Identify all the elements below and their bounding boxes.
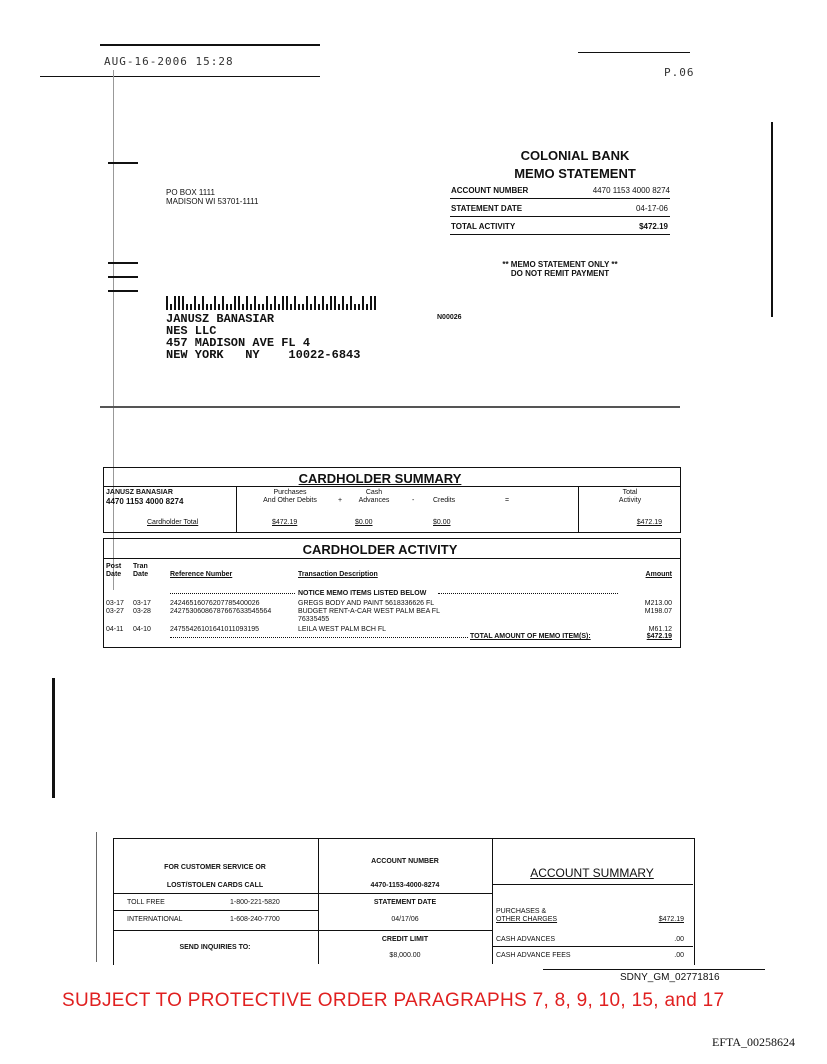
row-description: GREGS BODY AND PAINT 5618336626 FL [298,600,435,607]
credits-label: Credits [433,497,456,504]
row-post-date: 04-11 [106,626,124,633]
row-tran-date: 04-10 [133,626,151,633]
purchases-charges-label: PURCHASES & [496,908,547,915]
purchases-charges-label-2: OTHER CHARGES [496,916,558,923]
memo-notice-row: NOTICE MEMO ITEMS LISTED BELOW [298,590,427,597]
cash-advance-fees-label: CASH ADVANCE FEES [496,952,571,959]
bates-efta: EFTA_00258624 [712,1035,796,1049]
row-post-date: 03-17 [106,600,124,607]
credits-value: $0.00 [433,519,451,526]
protective-order-notice: SUBJECT TO PROTECTIVE ORDER PARAGRAPHS 7, 8, 9, 10, 15, and 17 [62,990,725,1011]
margin-tick [108,162,138,164]
footer-left-edge [96,832,97,962]
memo-notice-dash-right [438,593,618,595]
footer-rule [318,930,492,931]
margin-tick [108,290,138,292]
row-description: BUDGET RENT-A-CAR WEST PALM BEA FL [298,608,440,615]
toll-free-number: 1-800-221-5820 [230,899,280,906]
fax-datetime: AUG-16-2006 15:28 [104,55,234,68]
remit-address-line1: PO BOX 1111 [166,188,215,197]
toll-free-label: TOLL FREE [127,899,165,906]
footer-account-number: 4470-1153-4000-8274 [370,882,440,889]
purchases-value: $472.19 [272,519,298,526]
row-tran-date: 03-17 [133,600,151,607]
footer-rule [113,910,319,911]
cash-advances-value: .00 [674,936,684,943]
row-amount: M61.12 [648,626,672,633]
send-inquiries-label: SEND INQUIRIES TO: [179,944,251,951]
cash-label-2: Advances [358,497,390,504]
total-dash-line [170,637,468,639]
summary-title-rule [103,486,681,487]
total-label: Total [622,489,638,496]
international-label: INTERNATIONAL [127,916,183,923]
fax-top-rule-right [578,52,690,53]
perforation-line [100,406,680,408]
cardholder-total-label: Cardholder Total [147,519,199,526]
memo-total-value: $472.19 [646,633,672,640]
total-value: $472.19 [636,519,662,526]
mailing-street: 457 MADISON AVE FL 4 [166,336,311,350]
left-margin-bar [52,678,55,798]
cash-advance-fees-value: .00 [674,952,684,959]
col-post-date-2: Date [106,571,122,578]
footer-col-divider [318,838,319,964]
bank-name: COLONIAL BANK [520,148,630,163]
col-post-date: Post [106,563,122,570]
footer-statement-label: STATEMENT DATE [373,899,437,906]
credit-limit-label: CREDIT LIMIT [381,936,429,943]
mailing-name: JANUSZ BANASIAR [166,312,275,326]
statement-date-label: STATEMENT DATE [451,204,523,213]
account-number-label: ACCOUNT NUMBER [451,186,529,195]
mailing-city: NEW YORK NY 10022-6843 [166,348,361,362]
cardholder-activity-title: CARDHOLDER ACTIVITY [302,542,458,557]
col-amount: Amount [645,571,672,578]
customer-service-line1: FOR CUSTOMER SERVICE OR [164,864,266,871]
postal-barcode [166,296,376,310]
mailing-company: NES LLC [166,324,217,338]
do-not-remit-notice: DO NOT REMIT PAYMENT [510,269,610,278]
cash-value: $0.00 [355,519,373,526]
cardholder-summary-title: CARDHOLDER SUMMARY [298,471,462,486]
fax-under-rule [40,76,320,77]
remit-address-line2: MADISON WI 53701-1111 [166,197,259,206]
credit-limit-value: $8,000.00 [389,952,421,959]
memo-total-label: TOTAL AMOUNT OF MEMO ITEM(S): [470,633,591,640]
col-tran-date: Tran [133,563,148,570]
footer-rule [318,893,492,894]
minus-sign: - [412,497,415,504]
col-reference: Reference Number [170,571,233,578]
row-reference: 24755426101641011093195 [170,626,260,633]
plus-sign: + [338,497,343,504]
customer-service-line2: LOST/STOLEN CARDS CALL [166,882,264,889]
footer-account-label: ACCOUNT NUMBER [371,858,439,865]
bates-sdny: SDNY_GM_02771816 [620,972,720,983]
fax-page-number: P.06 [664,66,695,79]
cash-advances-label: CASH ADVANCES [496,936,555,943]
memo-notice-dash-left [170,593,295,595]
margin-tick [108,262,138,264]
account-summary-title: ACCOUNT SUMMARY [530,866,654,880]
row-tran-date: 03-28 [133,608,151,615]
col-description: Transaction Description [298,571,378,578]
footer-rule [113,893,319,894]
cash-label: Cash [365,489,383,496]
holder-name: JANUSZ BANASIAR [106,489,173,496]
footer-rule [492,946,693,947]
fax-top-rule [100,44,320,46]
footer-rule [492,884,693,885]
equals-sign: = [505,497,510,504]
row-amount: M198.07 [644,608,672,615]
bates-rule [543,969,765,970]
account-number-value: 4470 1153 4000 8274 [592,186,670,195]
col-tran-date-2: Date [133,571,149,578]
memo-only-notice: ** MEMO STATEMENT ONLY ** [502,260,618,269]
row-post-date: 03-27 [106,608,124,615]
holder-account: 4470 1153 4000 8274 [106,497,184,506]
summary-rule [450,198,670,199]
purchases-label-2: And Other Debits [263,497,317,504]
right-edge-mark [771,122,773,317]
mailing-code: N00026 [437,314,462,321]
margin-tick [108,276,138,278]
footer-statement-date: 04/17/06 [391,916,419,923]
total-activity-value: $472.19 [639,222,668,231]
summary-col-divider [236,486,237,532]
activity-title-rule [103,558,681,559]
row-description-cont: 76335455 [298,616,330,623]
summary-rule [450,216,670,217]
international-number: 1-608-240-7700 [230,916,280,923]
purchases-label: Purchases [273,489,307,496]
row-amount: M213.00 [644,600,672,607]
total-activity-label: TOTAL ACTIVITY [451,222,516,231]
summary-rule [450,234,670,235]
row-description: LEILA WEST PALM BCH FL [298,626,387,633]
total-label-2: Activity [618,497,642,504]
statement-date-value: 04-17-06 [635,204,668,213]
memo-statement-title: MEMO STATEMENT [514,166,636,181]
summary-col-divider [578,486,579,532]
purchases-charges-value: $472.19 [658,916,684,923]
footer-rule [113,930,319,931]
row-reference: 24275306086787667633545564 [170,608,272,615]
row-reference: 24246516076207785400026 [170,600,260,607]
